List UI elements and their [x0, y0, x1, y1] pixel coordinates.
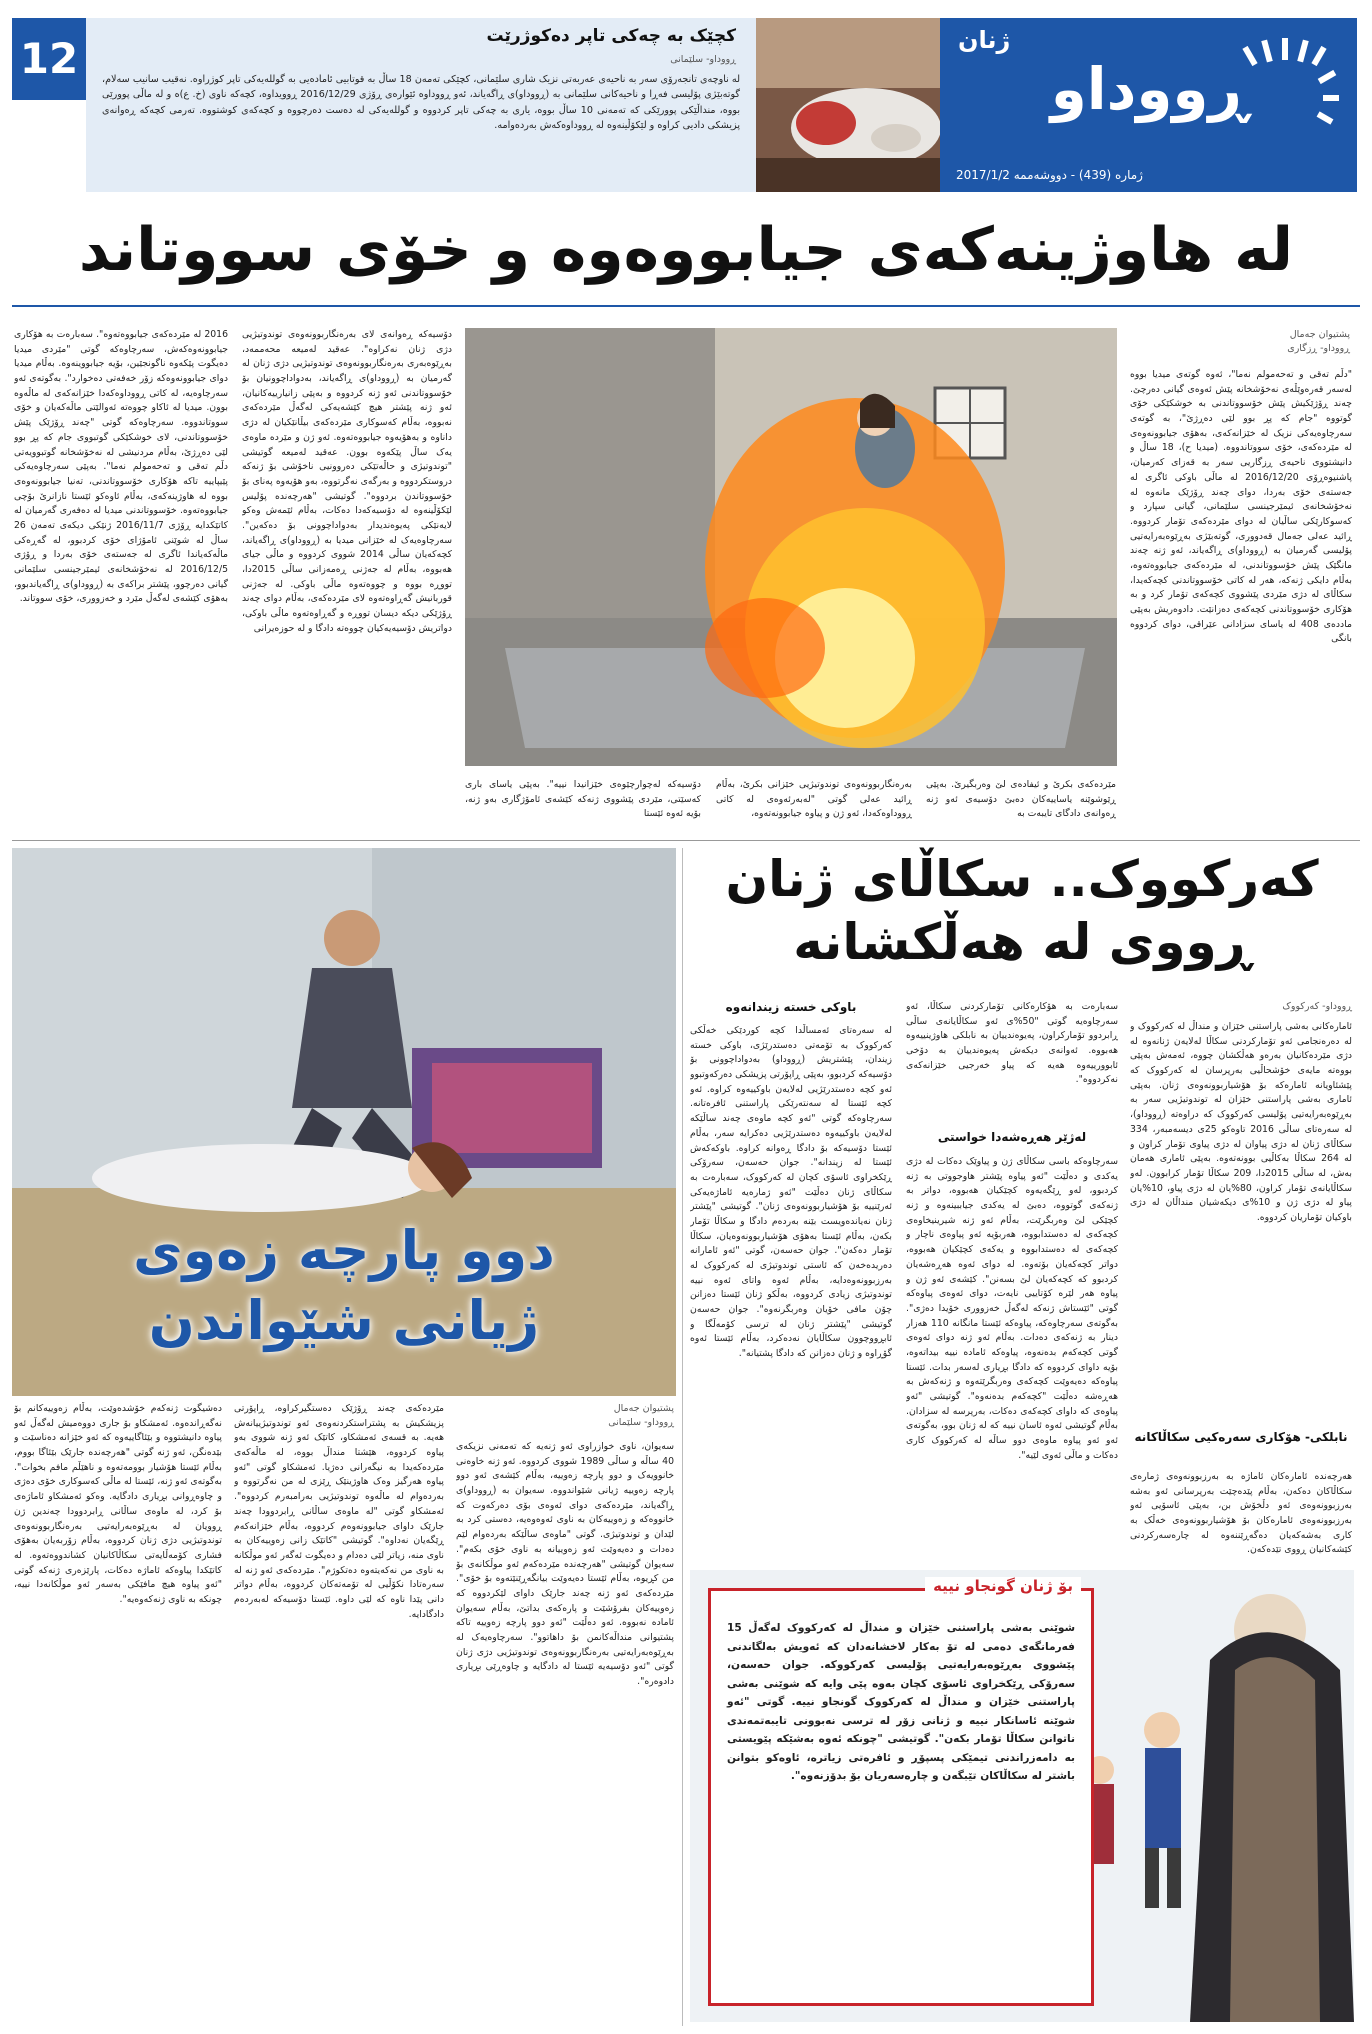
issue-info: ژمارە (439) - دووشەممە 2017/1/2	[956, 168, 1143, 182]
article3-column-3: دەشیگوت ژنەکەم خۆشدەوێت، بەڵام زەوییەکانم بۆ نەگەڕاندەوە. ئەمشکاو بۆ جاری دووەمیش لەگەڵ ئەو پیاوە دانیشتووە و بێئاگاییەوە کە ئەو خێزانە دەناسێت و بێدەنگن، ئەو ژنە گوتی "هەرچەندە جارێک بێئاگا بووم، بەڵام ئێستا هۆشیار بوومەتەوە و ناهێڵم مافم بخوات". بەگوتەی ئەو ژنە، ئێستا لە ماڵی کەسوکاری خۆی دەژی و چاوەڕوانی بڕیاری دادگایە. وەکو ئەمشکاو ئاماژەی بۆ کرد، لە ماوەی ساڵانی ڕابردوودا چەندین ژن ڕوویان لە بەڕێوەبەرایەتیی بەرەنگاربوونەوەی توندوتیژیی دژی ژنان کردووە، بەڵام زۆربەیان بەهۆی فشاری کۆمەڵایەتی سکاڵاکانیان کشاندووەتەوە. لە کاتێکدا پیاوەکە ئاماژە دەکات، پارێزەری ژنەکە گوتی "ئەو پیاوە هیچ مافێکی بەسەر ئەو موڵکانەدا نییە، چونکە بە ناوی ژنەکەوەیە".	[14, 1403, 222, 1605]
article1-column-3: بەرەنگاربوونەوەی توندوتیژیی خێزانی بکرێ، بەڵام ڕائید عەلی گوتی "لەبەرئەوەی لە کاتی ڕووداوەکەدا، ئەو ژن و پیاوە جیابوونەتەوە،	[716, 779, 912, 820]
article2-headline-line2: ڕووی لە هەڵکشانە	[793, 912, 1251, 971]
article3-column-2: مێردەکەی چەند ڕۆژێک دەستگیرکراوە، ڕاپۆرتی پزیشکیش بە پشتراستکردنەوەی ئەو توندوتیژییانەش هەیە. بە قسەی ئەمشکاو، کاتێک ئەو ژنە شووی بەو پیاوە کردووە، هێشتا منداڵ بووە، لە ماڵەکەی مێردەکەیدا بە نیگەرانی دەژیا. ئەمشکاو گوتی "ئەو پیاوە هەرگیز وەک هاوژینێک ڕێزی لە من نەگرتووە و بەردەوام لە ماڵەوە توندوتیژیی بەرامبەرم کردووە". ئەمشکاو گوتی "لە ماوەی ساڵانی ڕابردوودا چەند جارێک داوای جیابوونەوەم کردووە، بەڵام خێزانەکەم ڕێگەیان نەداوە". گوتیشی "کاتێک زانی زەوییەکان بە ناوی منە، زیاتر لێی دەدام و دەیگوت ئەگەر ئەو موڵکانە بە ناوی من نەکەیتەوە دەتکوژم". مێردەکەی ئەو ژنە لە سەرەتادا نکۆڵیی لە تۆمەتەکان کردووە، بەڵام دواتر دانی پێدا ناوە کە لێی داوە. ئێستا دۆسیەکە لەبەردەم دادگادایە.	[234, 1403, 444, 1620]
article3-headline	[12, 1216, 676, 1356]
article2-subhead-1: نابلکی- هۆکاری سەرەکیی سکاڵاکانە	[1134, 1430, 1348, 1444]
article3-headline-line1: دوو پارچە زەوی	[133, 1219, 555, 1282]
article1-byline-name: پشتیوان جەمال	[1289, 329, 1350, 340]
article2-column-2: سەبارەت بە هۆکارەکانی تۆمارکردنی سکاڵا، ئەو سەرچاوەیە گوتی "50%ی ئەو سکاڵایانەی ساڵی ڕابردوو تۆمارکراون، پەیوەندییان بە نابلکی هاوژینییەوە هەبووە. ئەوانەی دیکەش پەیوەندییان بە دۆخی ئابوورییەوە هەیە کە پیاو خەرجیی خێزانەکەی نەکردووە".	[906, 1001, 1118, 1086]
article2-column-1b: هەرچەندە ئامارەکان ئاماژە بە بەرزبوونەوەی ژمارەی سکاڵاکان دەکەن، بەڵام پێدەچێت بەرپرسانی ئەو بەشە بەرزبوونەوەی ئەو دڵخۆش بن، بەپێی ئاسۆیی ئەو بەرزبوونەوەی ئامارەکان بۆ هۆشیاربوونەوەی خەڵک بە کاری بەشەکەیان دەگەڕێننەوە لە چارەسەرکردنی کێشەکانیان ڕووی تێدەکەن.	[1130, 1471, 1352, 1556]
article2-headline-line1: کەرکووک.. سکاڵای ژنان	[725, 850, 1319, 908]
brand-name: ڕووداو	[1050, 55, 1248, 123]
article3-column-1: سەیوان، ناوی خوازراوی ئەو ژنەیە کە تەمەنی نزیکەی 40 ساڵە و ساڵی 1989 شووی کردووە. ئەو ژنە خاوەنی خانوویەک و دوو پارچە زەوییە، بەڵام کێشەی ئەو دوو پارچە زەوییە ژیانی شێواندووە. سەیوان بە (ڕووداو)ی ڕاگەیاند، مێردەکەی دوای ئەوەی بۆی دەرکەوت کە خانووەکە و زەوییەکان بە ناوی ئەوەوەیە، دەستی کرد بە لێدان و توندوتیژی. گوتی "ماوەی ساڵێکە بەردەوام لێم دەدات و دەیەوێت ئەو زەوییانە بە ناوی خۆی بکەم". سەیوان گوتیشی "هەرچەندە مێردەکەم ئەو موڵکانەی بۆ من کڕیوە، بەڵام ئێستا دەیەوێت بیانگەڕێنێتەوە بۆ خۆی". مێردەکەی ئەو ژنە چەند جارێک داوای لێکردووە کە زەوییەکان بفرۆشێت و پارەکەی بداتێ، بەڵام سەیوان ئامادە نەبووە. ئەو دەڵێت "ئەو دوو پارچە زەوییە تاکە پشتیوانی منداڵەکانمن بۆ داهاتوو". سەرچاوەیەک لە بەڕێوەبەرایەتیی بەرەنگاربوونەوەی توندوتیژیی دژی ژنان گوتی "ئەو دۆسیەیە ئێستا لە دادگایە و چاوەڕێی بڕیاری دادوەرە".	[456, 1441, 674, 1687]
article3-headline-line2: ژیانی شێواندن	[148, 1289, 540, 1353]
article3-byline-name: پشتیوان جەمال	[613, 1403, 674, 1414]
burning-illustration	[465, 328, 1117, 766]
article2-subhead-2: لەژێر هەڕەشەدا خواستی	[937, 1130, 1087, 1144]
article1-column-4: دۆسیەکە لەچوارچێوەی خێزانیدا نییە". بەپێی یاسای باری کەسێتی، مێردی پێشووی ژنەکە کێشەی ئامۆژگاری بەو ژنە، بۆیە ئەوە ئێستا	[465, 779, 701, 820]
article1-column-5: دۆسیەکە ڕەوانەی لای بەرەنگاربوونەوەی توندوتیژیی دژی ژنان نەکراوە". عەقید لەمیعە محەممەد، بەڕێوەبەری بەرەنگاربوونەوەی توندوتیژیی دژی ژنان لە گەرمیان بە (ڕووداو)ی ڕاگەیاند، بەدواداچوونیان بۆ خۆسووتاندنی ئەو ژنە کردووە و بەپێی زانیارییەکانیان، ئەو ژنە پێشتر هیچ کێشەیەکی لەگەڵ مێردەکەی نەبووە، بەڵام کەسوکاری مێردەکەی بیڵانێکیان لە دژی داناوە و بەهۆیەوە جیابووەتەوە. ئەو ژن و مێردە ماوەی یەک ساڵ پێکەوە بوون. عەقید لەمیعە گوتیشی "توندوتیژی و حاڵەتێکی دەروونیی ناخۆشی بۆ ژنەکە دروستکردووە و بەرگەی نەگرتووە، بەو هۆیەوە پەنای بۆ خۆسووتاندن بردووە". گوتیشی "هەرچەندە پۆلیس لێکۆڵینەوە لە دۆسیەکەدا دەکات، بەڵام ئێمەش وەکو لایەنێکی پەیوەندیدار بەدواداچوونی بۆ دەکەین". سەرچاوەیەک لە خێزانی میدیا بە (ڕووداو)ی ڕاگەیاند، کچەکەیان ساڵی 2014 شووی کردووە و ماڵی جیای هەبووە، بەڵام لە جەژنی ڕەمەزانی ساڵی 2015دا، تووڕە بووە و چووەتەوە ماڵی باوکی. لە جەژنی قوربانیش گەڕاوەتەوە لای مێردەکەی، بەڵام دوای چەند ڕۆژێکی دیکە دیسان تووڕە و گەڕاوەتەوە ماڵی باوکی، دواتریش دۆسیەیەکیان چووەتە دادگا و لە حوزەیرانی	[242, 329, 452, 634]
article1-byline	[1130, 328, 1350, 357]
sidebar-box-text: شوێنی بەشی پاراستنی خێزان و منداڵ لە کەرکووک لەگەڵ 15 فەرمانگەی دەمی لە تۆ بەکار لاخشانەدان کە ئەویش بەلگاندنی پێشووی بەڕێوەبەرایەتیی پۆلیسی کەرکووکە. جوان حەسەن، سەرۆکی ڕێکخراوی ئاسۆی کچان بەوە پێی وایە کە شوێنی بەشی پاراستنی خێزان و منداڵ لە کەرکووک گونجاو نییە. گوتی "ئەو شوێنە ئاسانکار نییە و ژنانی زۆر لە ترسی نەبوونی تایبەتمەندی ناتوانن سکاڵا تۆمار بکەن". گوتیشی "چونکە ئەوە بەشێکە پێویستی بە دامەزراندنی تیمێکی پسپۆڕ و ئافرەتی زیاترە، ئاوەکو بتوانن باشتر لە سکاڵاکان تێبگەن و چارەسەریان بۆ بدۆزنەوە".	[727, 1622, 1075, 1783]
article1-column-1: "دڵم تەقی و تەحەمولم نەما"، ئەوە گوتەی میدیا بووە لەسەر قەرەوێڵەی نەخۆشخانە پێش ئەوەی گیانی دەرچێ. چەند ڕۆژێکیش پێش خۆسووتاندنی بە خوشکێکی خۆی گوتووە "جام کە پڕ بوو لێی دەڕژێ"، بە گوتەی سەرچاوەیەکی نزیک لە خێزانەکەی، بەهۆی جیابوونەوەی لە مێردەکەی، خۆی سووتاندووە. (میدیا ح)، 18 ساڵ و دانیشتووی ناحیەی ڕزگاریی سەر بە قەزای کەرمیان، پاشنیوەڕۆی 2016/12/20 لە ماڵی باوکی ئاگری لە جەستەی خۆی بەردا، دوای چەند ڕۆژێک مانەوە لە نەخۆشخانەی ئیمێرجینسی سلێمانی، گیانی سپارد و کەسوکارێکی ساڵیان لە دوای مێردەکەی تۆمار کردووە. ڕائید عەلی جەمال قەدووری، گوتەبێژی بەڕێوەبەرایەتیی پۆلیسی گەرمیان بە (ڕووداو)ی ڕاگەیاند، ئەو ژنە چەند مانگێک پێش خۆسووتاندنی، لە مێردەکەی جیابووەتەوە، بەڵام دایکی ژنەکە، هەر لە کاتی خۆسووتاندنی کچەکەیدا، سکاڵای لە دژی مێردی پێشووی کچەکەی تۆمار کرد و بە هۆکاری خۆسووتاندنی کچەکەی دەزانێت. دادوەریش بەپێی ماددەی 408 لە یاسای سزادانی عێراقی، دوای کردووە بانگی	[1130, 369, 1352, 645]
article1-column-2: مێردەکەی بکرێ و ئیفادەی لێ وەربگیرێ. بەپێی ڕێوشوێنە یاساییەکان دەبێ دۆسیەی ئەو ژنە ڕەوانەی دادگای تایبەت بە	[926, 779, 1116, 820]
teaser-text: لە ناوچەی تانجەرۆی سەر بە ناحیەی عەربەتی نزیک شاری سلێمانی، کچێکی تەمەن 18 ساڵ بە قوتابیی ئامادەیی بە گوللەیەکی تاپر کوژراوە. نەقیب سانیب سەلام، گوتەبێژی پۆلیسی فەڕا و ناحیەکانی سلێمانی بە (ڕووداو)ی ڕاگەیاند، ئەو ڕووداوە ئێوارەی ڕۆژی 2016/12/29 ڕوویداوە، کچەکە ناوی (خ. ع)ە و لە ماڵی پوورێی بووە، منداڵێکی پوورێکی کە تەمەنی 10 ساڵ بووە، یاری بە چەکی تاپر کردووە و گوللەیەکی لە دەست دەرچووە و کچەکەی کوشتووە. تەرمی کچەکە ڕەوانەی پزیشکی دادیی کراوە و لێکۆڵینەوە لە ڕووداوەکەش بەردەوامە.	[102, 74, 740, 132]
masthead	[940, 18, 1357, 192]
article3-byline-place: ڕووداو- سلێمانی	[608, 1417, 674, 1429]
teaser-byline: ڕووداو- سلێمانی	[670, 54, 736, 65]
article2-column-2b: سەرچاوەکە باسی سکاڵای ژن و پیاوێک دەکات لە دژی یەکدی و دەڵێت "ئەو پیاوە پێشتر هاوجووتی بە ژنە کردبوو، لەو ڕێگەیەوە کچێکیان هەبووە، دواتر بە ژنەکەی گوتووە، دەبێ لە یەکدی جیاببینەوە و ژنە کچێکی لێ وەربگرێت، بەڵام ئەو ژنە شیرینیخاوەی کچەکەی لە دەستدابووە، هەربۆیە ئەو پیاوەی ناچار و کچەکەی لە دەستدابووە و یەکەی کچێکیان هەبووە، دواتر کچەکەیان بۆتەوە. لە دوای ئەوە هەڕەشەیان کردبوو کە کچەکەیان لێ بسەنن". کێشەی ئەو ژن و پیاوە هەر لێرە کۆتاییی نایەت، دوای ئەوەی پیاوەکە گوتی "ئێستاش ژنەکە لەگەڵ خەزووری خۆیدا دەژی". بەگوتەی سەرچاوەکە، پیاوەکە ئێستا مانگانە 110 هەزار دینار بە ژنەکەی دەدات. بەڵام ئەو ژنە دوای ئەوەی گوتی کچەکەم بدەنەوە، پیاوەکە ئامادە نییە بیداتەوە، بۆیە داوای کردووە کە دادگا بڕیاری لەسەر بدات. ئێستا پیاوەکە دەیەوێت کچەکەی وەربگرێتەوە و ژنەکەش بە هەڕەشە دەڵێت "کچەکەم بدەنەوە". گوتیشی "ئەو پیاوەی کە داوای کچەکەی دەکات، بەرپرسە لە سزادان. بەڵام گوتیشی ئەوە ئاسان نییە کە لە ژنان بوو، بەگوتەی ئەو ئەو پیاوە ماوەی دوو ساڵە لە کەرکووک کاری دەکات و ماڵی ئەوی لێیە".	[906, 1156, 1118, 1461]
article1-divider	[12, 840, 1360, 841]
teaser-title: کچێک بە چەکی تاپر دەکوژرێت	[486, 26, 736, 46]
article2-byline: ڕووداو- کەرکووک	[1282, 1001, 1352, 1012]
article1-column-6: 2016 لە مێردەکەی جیابووەتەوە". سەبارەت بە هۆکاری جیابوونەوەکەش، سەرچاوەکە گوتی "مێردی میدیا دەیگوت پێکەوە ناگونجێین، بۆیە جیابووینەوە. بەڵام میدیا دوای جیابوونەوەکە زۆر خەفەتی دەخوارد". بەگوتەی ئەو سەرچاوەیە، لە کاتی ڕووداوەکەدا خێزانەکەی لە ماڵەوە بوون. میدیا لە ئاکاو چووەتە ئەوالێتی ماڵەکەیان و خۆی سووتاندووە. سەرچاوەکە گوتی "چەند ڕۆژێک پێش خۆسووتاندنی، لای خوشکێکی گوتبووی جام کە پڕ بوو لێی دەڕژێ، بەڵام مردنیشی لە نەخۆشخانە گوتبوویەتی دڵم تەقی و تەحەمولم نەما". بەپێی سەرچاوەیەکی پێیپاییە تاکە هۆکاری خۆسووتاندنی، تەنیا جیابوونەوەی بووە لە هاوژینەکەی، بەڵام ئاوەکو ئێستا نازانرێ بۆچی جیابووەتەوە. خۆسووتاندنی میدیا لە دەفەری گەرمیان لە کاتێکدایە ڕۆژی 2016/11/7 ژنێکی دیکەی تەمەن 26 ساڵ لە شوێنی ئامۆژای خۆی کردبوو، لە گەڕەکی ماڵەکەیاندا ئاگری لە جەستەی خۆی بەردا و ڕۆژی 2016/12/5 لە نەخۆشخانەی ئیمێرجینسی سلێمانی گیانی دەرچوو، پێشتر براکەی بە (ڕووداو)ی ڕاگەیاندبوو، بەهۆی کێشەی لەگەڵ مێرد و خەزووری، خۆی سووتاند.	[14, 329, 228, 605]
article2-column-3: لە سەرەتای ئەمساڵدا کچە کوردێکی خەڵکی کەرکووک بە تۆمەتی دەستدرێژی، باوکی خستە زیندان، پێشتریش (ڕووداو) بەدواداچوونی بۆ دۆسیەکە کردبوو، بەپێی ڕاپۆرتی پزیشکی دەرکەوتبوو ئەو کچە دەستدرێژیی لەلایەن باوکییەوە کراوە. ئەو کچە ئێستا لە سەنتەرێکی پاراستنی ئافرەتانە. سەرچاوەکە گوتی "ئەو کچە ماوەی چەند ساڵێکە لەلایەن باوکییەوە دەستدرێژیی دەکرایە سەر، بەڵام ئێستا دۆسیەکە بۆ دادگا ڕەوانە کراوە. باوکەکەش ئێستا لە زیندانە". جوان حەسەن، سەرۆکی ڕێکخراوی ئاسۆی کچان لە کەرکووک، سەبارەت بە سکاڵای ژنان دەڵێت "ئەو ژمارەیە ئاماژەیەکی ئەرێنییە بۆ هۆشیاربوونەوەی ژنان". گوتیشی "پێشتر ژنان نەیاندەویست بێنە بەردەم دادگا و سکاڵا تۆمار بکەن، بەڵام ئێستا بەهۆی هۆشیاربوونەوەیان، سکاڵا تۆمار دەکەن". جوان حەسەن، گوتی "ئەو ئامارانە دەریدەخەن کە ئاستی توندوتیژی لە کەرکووک لە بەرزبوونەوەدایە، بەڵام ئەوە واتای ئەوە نییە توندوتیژی زیادی کردووە، بەڵکو ژنان ئێستا دەزانن چۆن مافی خۆیان وەربگرنەوە". جوان حەسەن گوتیشی "پێشتر ژنان لە ترسی کۆمەڵگا و ئابڕووچوون سکاڵایان نەدەکرد، بەڵام ئێستا ئەوە گۆڕاوە و ژنان دەزانن کە دادگا پشتیانە".	[690, 1025, 892, 1360]
article2-column-1: ئامارەکانی بەشی پاراستنی خێزان و منداڵ لە کەرکووک و لە دەرەنجامی ئەو تۆمارکردنی سکاڵا لەلایەن ژنانەوە لە دژی مێردەکانیان بەرەو هەڵکشان چووە، ئەمەش بەپێی بووەتە مایەی خۆشحاڵیی بەرپرسان لە کەرکووک کە پێشئاویانە ئامارەکە بۆ هۆشیاربوونەوەی ژنان. بەپێی ئاماری بەشی پاراستنی خێزان لە توندوتیژیی سەر بە بەڕێوەبەرایەتیی پۆلیسی کەرکووک کە دراوەتە (ڕووداو)، لە سەرەتای ساڵی 2016 تاوەکو 25ی دیسەمبەر، 334 سکاڵای ژنان لە دژی پیاوان لە دژی پیاوی تۆمار کراون و لە 264 سکاڵا بەکاڵیی بوونەتەوە. بەپێی ئاماری هەمان بەش، لە ساڵی 2015دا، 209 سکاڵا تۆمار کرابوون. لەو سکاڵایانەی تۆمار کراون، 80%یان لە دژی پیاو، 10%یان پیاو لە دژی ژن و 10%ی دیکەشیان منداڵان لە دژی باوکیان تۆماریان کردووە.	[1130, 1021, 1352, 1223]
article1-headline: لە هاوژینەکەی جیابووەوە و خۆی سووتاند	[78, 215, 1294, 285]
teaser-photo	[756, 18, 940, 192]
article2-middle-subhead: باوکی خستە زیندانەوە	[725, 1000, 857, 1014]
article2-headline	[690, 848, 1354, 973]
page-number-box	[12, 18, 86, 100]
page-number: 12	[19, 34, 79, 83]
burning-illustration-art	[465, 328, 1117, 766]
teaser-photo-art	[756, 18, 940, 192]
sidebar-box-title: بۆ ژنان گونجاو نییە	[925, 1577, 1081, 1595]
headline-divider	[12, 305, 1360, 307]
column-separator	[682, 848, 683, 2026]
section-name: ژنان	[958, 26, 1011, 54]
sidebar-box	[708, 1577, 1094, 2006]
teaser-box	[86, 18, 756, 192]
article1-byline-place: ڕووداو- ڕزگاری	[1287, 343, 1350, 355]
brand-logo-icon	[1232, 38, 1342, 148]
article3-byline	[456, 1402, 674, 1431]
